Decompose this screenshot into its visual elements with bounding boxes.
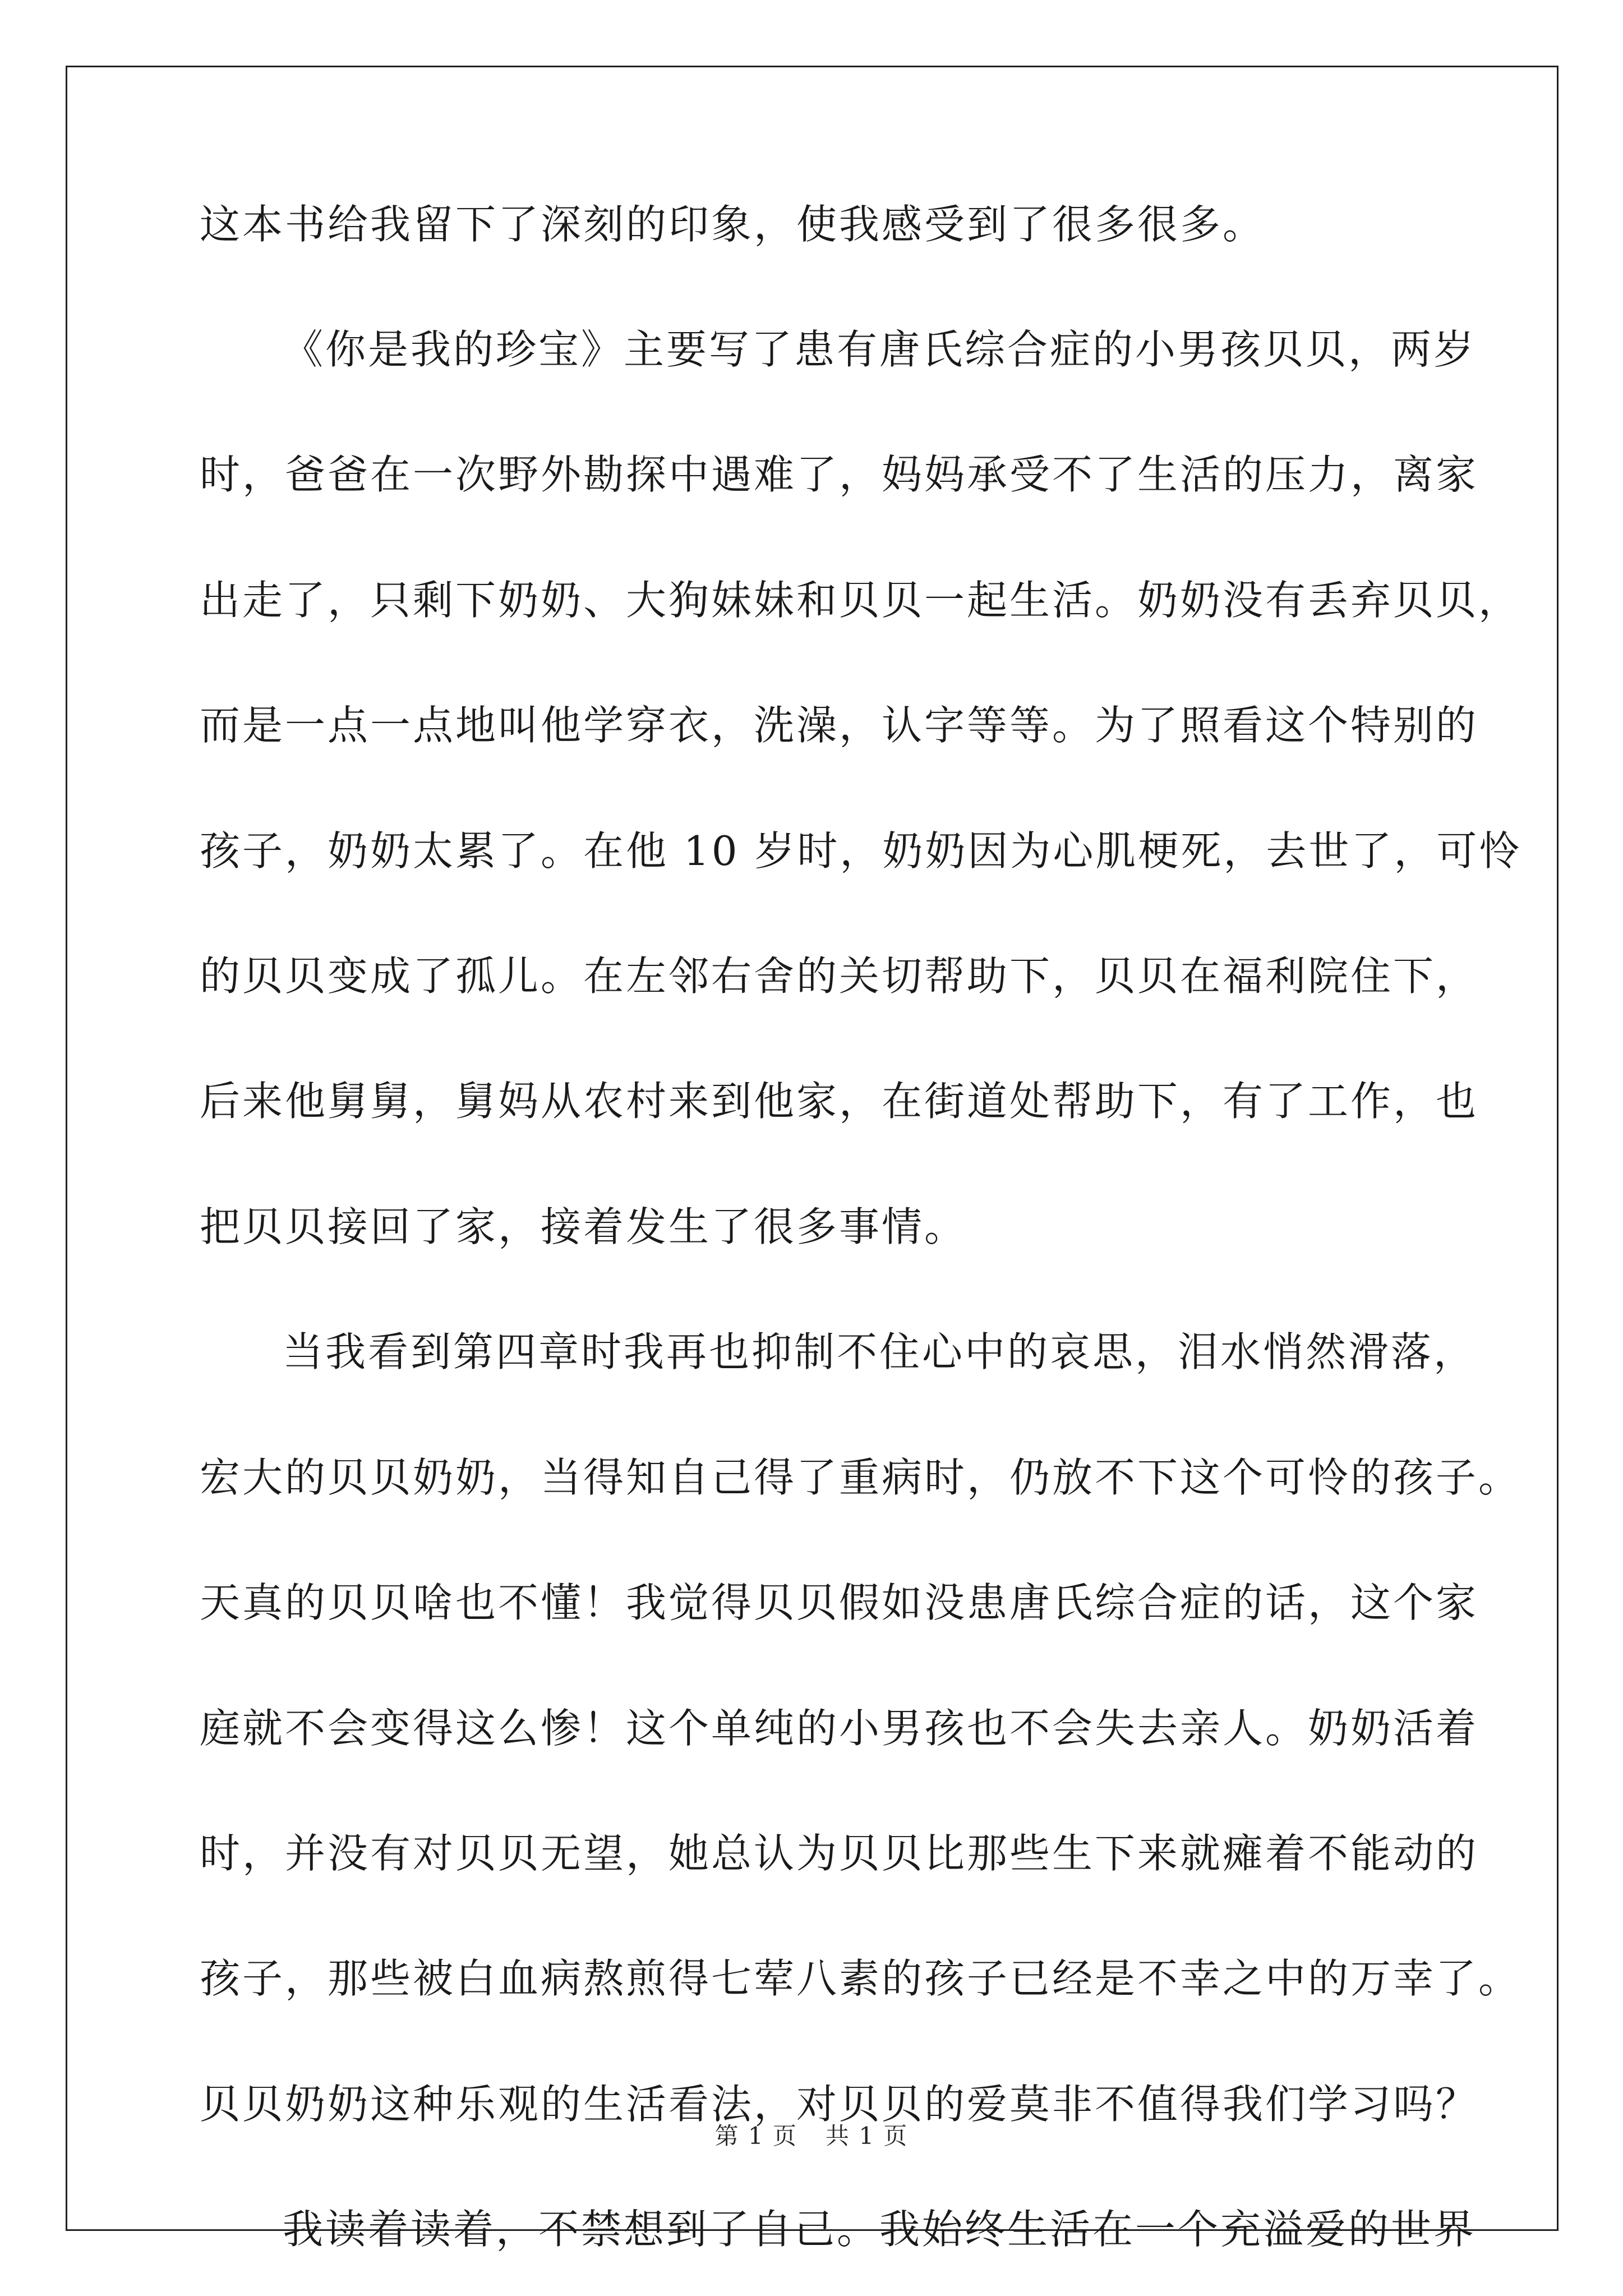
text-line: 庭就不会变得这么惨！这个单纯的小男孩也不会失去亲人。奶奶活着 [200,1705,1479,1752]
page-footer [0,2119,1623,2153]
text-line: 时，爸爸在一次野外勘探中遇难了，妈妈承受不了生活的压力，离家 [200,451,1479,498]
text-line: 孩子，那些被白血病熬煎得七荤八素的孩子已经是不幸之中的万幸了。 [200,1955,1521,2002]
text-line: 天真的贝贝啥也不懂！我觉得贝贝假如没患唐氏综合症的话，这个家 [200,1579,1479,1626]
page-border [66,66,1559,2231]
text-line: 孩子，奶奶太累了。在他 10 岁时，奶奶因为心肌梗死，去世了，可怜 [200,827,1522,875]
text-line: 的贝贝变成了孤儿。在左邻右舍的关切帮助下，贝贝在福利院住下， [200,953,1479,1000]
text-line: 当我看到第四章时我再也抑制不住心中的哀思，泪水悄然滑落， [283,1328,1477,1375]
text-line: 后来他舅舅，舅妈从农村来到他家，在街道处帮助下，有了工作，也 [200,1078,1479,1125]
text-line: 时，并没有对贝贝无望，她总认为贝贝比那些生下来就瘫着不能动的 [200,1830,1479,1877]
text-line: 这本书给我留下了深刻的印象，使我感受到了很多很多。 [200,201,1266,248]
text-line: 把贝贝接回了家，接着发生了很多事情。 [200,1203,967,1250]
page-total: 共 1 页 [826,2122,909,2150]
page-number: 第 1 页 [714,2122,797,2150]
text-line: 《你是我的珍宝》主要写了患有唐氏综合症的小男孩贝贝，两岁 [283,326,1477,373]
text-line: 宏大的贝贝奶奶，当得知自己得了重病时，仍放不下这个可怜的孩子。 [200,1454,1521,1501]
text-line: 出走了，只剩下奶奶、大狗妹妹和贝贝一起生活。奶奶没有丢弃贝贝， [200,577,1521,624]
text-line: 贝贝奶奶这种乐观的生活看法，对贝贝的爱莫非不值得我们学习吗？ [200,2081,1479,2128]
text-line: 我读着读着，不禁想到了自己。我始终生活在一个充溢爱的世界 [283,2206,1477,2253]
text-line: 而是一点一点地叫他学穿衣，洗澡，认字等等。为了照看这个特别的 [200,702,1479,749]
